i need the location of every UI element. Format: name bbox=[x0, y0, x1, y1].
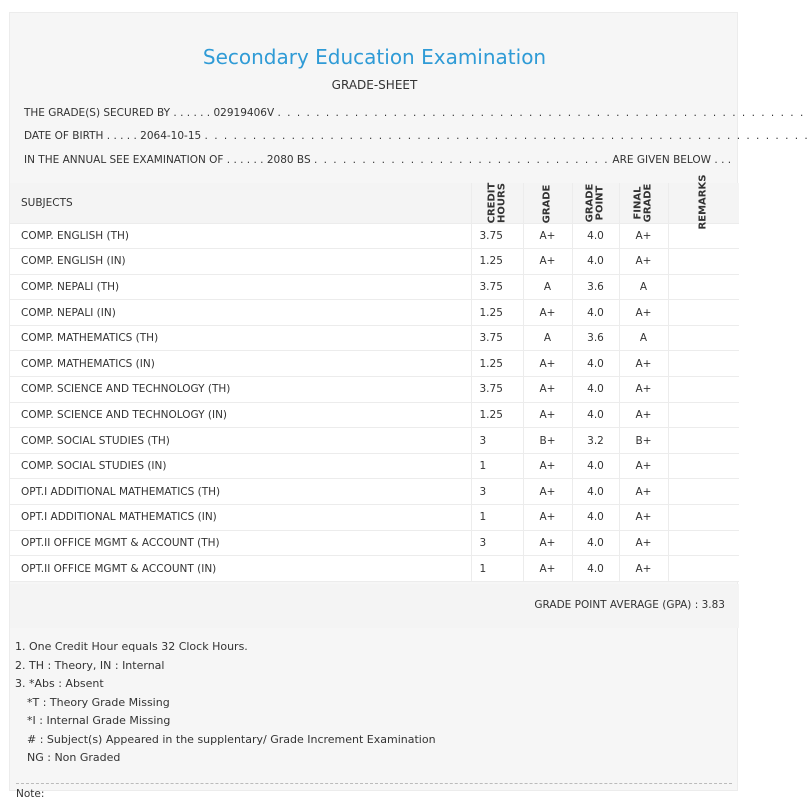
credit-hours-cell: 1 bbox=[471, 505, 523, 531]
final-grade-cell: A+ bbox=[619, 453, 668, 479]
exam-line bbox=[24, 154, 731, 166]
grade-point-cell: 4.0 bbox=[572, 453, 619, 479]
grade-point-cell: 4.0 bbox=[572, 402, 619, 428]
subject-cell: COMP. SCIENCE AND TECHNOLOGY (IN) bbox=[10, 402, 471, 428]
grade-cell: A+ bbox=[523, 556, 572, 582]
page-subtitle: GRADE-SHEET bbox=[331, 78, 418, 92]
final-grade-header: FINAL GRADE bbox=[619, 183, 668, 223]
final-grade-cell: B+ bbox=[619, 428, 668, 454]
table-row bbox=[10, 479, 739, 505]
grade-cell: A+ bbox=[523, 377, 572, 403]
subject-cell: COMP. NEPALI (TH) bbox=[10, 274, 471, 300]
symbol-number: 02919406V bbox=[213, 107, 275, 119]
subject-cell: OPT.I ADDITIONAL MATHEMATICS (TH) bbox=[10, 479, 471, 505]
credit-hours-cell: 1.25 bbox=[471, 351, 523, 377]
credit-hours-cell: 3 bbox=[471, 479, 523, 505]
note-item: NG : Non Graded bbox=[27, 751, 121, 764]
grade-cell: A bbox=[523, 325, 572, 351]
remarks-header: REMARKS bbox=[668, 183, 739, 223]
credit-hours-cell: 1.25 bbox=[471, 402, 523, 428]
grade-point-cell: 4.0 bbox=[572, 223, 619, 249]
grade-point-cell: 4.0 bbox=[572, 249, 619, 275]
remarks-cell bbox=[668, 249, 739, 275]
notes-list bbox=[15, 638, 436, 768]
note-item: *T : Theory Grade Missing bbox=[27, 695, 170, 709]
credit-hours-cell: 1 bbox=[471, 453, 523, 479]
subjects-header: SUBJECTS bbox=[10, 183, 471, 223]
grade-point-cell: 3.6 bbox=[572, 325, 619, 351]
remarks-cell bbox=[668, 377, 739, 403]
remarks-cell bbox=[668, 351, 739, 377]
remarks-cell bbox=[668, 556, 739, 582]
credit-hours-cell: 1.25 bbox=[471, 249, 523, 275]
credit-hours-cell: 3 bbox=[471, 530, 523, 556]
final-grade-cell: A+ bbox=[619, 505, 668, 531]
remarks-cell bbox=[668, 274, 739, 300]
grade-point-cell: 3.2 bbox=[572, 428, 619, 454]
gpa-value: GRADE POINT AVERAGE (GPA) : 3.83 bbox=[534, 599, 725, 611]
credit-hours-cell: 3 bbox=[471, 428, 523, 454]
table-row bbox=[10, 530, 739, 556]
grade-cell: A+ bbox=[523, 479, 572, 505]
secured-by-line bbox=[24, 107, 805, 119]
grade-cell: A+ bbox=[523, 249, 572, 275]
grades-table bbox=[10, 174, 739, 582]
grade-point-cell: 4.0 bbox=[572, 530, 619, 556]
table-row bbox=[10, 274, 739, 300]
credit-hours-cell: 3.75 bbox=[471, 377, 523, 403]
final-grade-cell: A bbox=[619, 274, 668, 300]
remarks-cell bbox=[668, 325, 739, 351]
subject-cell: COMP. SOCIAL STUDIES (IN) bbox=[10, 453, 471, 479]
final-grade-cell: A+ bbox=[619, 402, 668, 428]
grade-cell: A+ bbox=[523, 505, 572, 531]
note-label: Note: bbox=[16, 788, 45, 800]
grade-cell: A+ bbox=[523, 530, 572, 556]
table-row bbox=[10, 428, 739, 454]
table-row bbox=[10, 402, 739, 428]
subject-cell: COMP. SCIENCE AND TECHNOLOGY (TH) bbox=[10, 377, 471, 403]
grade-sheet-panel bbox=[9, 12, 809, 800]
final-grade-cell: A bbox=[619, 325, 668, 351]
subject-cell: OPT.I ADDITIONAL MATHEMATICS (IN) bbox=[10, 505, 471, 531]
remarks-cell bbox=[668, 479, 739, 505]
grade-point-cell: 4.0 bbox=[572, 556, 619, 582]
grade-cell: A bbox=[523, 274, 572, 300]
table-row bbox=[10, 505, 739, 531]
grade-cell: A+ bbox=[523, 453, 572, 479]
dob-line bbox=[24, 130, 809, 142]
table-row bbox=[10, 556, 739, 582]
exam-year: 2080 BS bbox=[266, 154, 311, 166]
remarks-cell bbox=[668, 402, 739, 428]
final-grade-cell: A+ bbox=[619, 249, 668, 275]
table-row bbox=[10, 325, 739, 351]
remarks-cell bbox=[668, 453, 739, 479]
remarks-cell bbox=[668, 530, 739, 556]
subject-cell: COMP. ENGLISH (IN) bbox=[10, 249, 471, 275]
table-row bbox=[10, 377, 739, 403]
final-grade-cell: A+ bbox=[619, 351, 668, 377]
credit-hours-cell: 3.75 bbox=[471, 325, 523, 351]
remarks-cell bbox=[668, 300, 739, 326]
subject-cell: OPT.II OFFICE MGMT & ACCOUNT (TH) bbox=[10, 530, 471, 556]
subject-cell: COMP. SOCIAL STUDIES (TH) bbox=[10, 428, 471, 454]
final-grade-cell: A+ bbox=[619, 530, 668, 556]
grade-point-cell: 4.0 bbox=[572, 300, 619, 326]
grade-point-cell: 4.0 bbox=[572, 505, 619, 531]
table-row bbox=[10, 351, 739, 377]
subject-cell: OPT.II OFFICE MGMT & ACCOUNT (IN) bbox=[10, 556, 471, 582]
credit-hours-cell: 3.75 bbox=[471, 223, 523, 249]
final-grade-cell: A+ bbox=[619, 223, 668, 249]
note-item: 2. TH : Theory, IN : Internal bbox=[15, 658, 165, 672]
subject-cell: COMP. NEPALI (IN) bbox=[10, 300, 471, 326]
credit-hours-header: CREDIT HOURS bbox=[471, 183, 523, 223]
table-row bbox=[10, 300, 739, 326]
page-title: Secondary Education Examination bbox=[202, 45, 547, 69]
credit-hours-cell: 1 bbox=[471, 556, 523, 582]
note-item: 3. *Abs : Absent bbox=[15, 677, 104, 690]
final-grade-cell: A+ bbox=[619, 479, 668, 505]
table-header-row bbox=[10, 183, 739, 223]
dob-dots: . . . . . . . . . . . . . . . . . . . . . . . . . . . . . . . . . . . . . . . . . . . . . . . . . . . . . . . . . . . . . . . bbox=[204, 130, 809, 142]
grade-point-cell: 3.6 bbox=[572, 274, 619, 300]
table-row bbox=[10, 453, 739, 479]
divider bbox=[16, 783, 732, 784]
grade-point-cell: 4.0 bbox=[572, 351, 619, 377]
grade-cell: B+ bbox=[523, 428, 572, 454]
final-grade-cell: A+ bbox=[619, 556, 668, 582]
credit-hours-cell: 3.75 bbox=[471, 274, 523, 300]
remarks-cell bbox=[668, 428, 739, 454]
dob-value: 2064-10-15 bbox=[140, 130, 202, 142]
final-grade-cell: A+ bbox=[619, 377, 668, 403]
grade-cell: A+ bbox=[523, 223, 572, 249]
note-item: 1. One Credit Hour equals 32 Clock Hours. bbox=[15, 640, 248, 653]
final-grade-cell: A+ bbox=[619, 300, 668, 326]
dob-label: DATE OF BIRTH . . . . . bbox=[24, 130, 137, 142]
subject-cell: COMP. ENGLISH (TH) bbox=[10, 223, 471, 249]
grade-point-cell: 4.0 bbox=[572, 377, 619, 403]
grade-cell: A+ bbox=[523, 402, 572, 428]
table-row bbox=[10, 249, 739, 275]
subject-cell: COMP. MATHEMATICS (IN) bbox=[10, 351, 471, 377]
remarks-cell bbox=[668, 505, 739, 531]
exam-suffix: ARE GIVEN BELOW . . . bbox=[612, 154, 732, 166]
grade-point-header: GRADE POINT bbox=[572, 183, 619, 223]
note-item: # : Subject(s) Appeared in the supplentary/ Grade Increment Examination bbox=[27, 732, 436, 746]
grade-header: GRADE bbox=[523, 183, 572, 223]
exam-label: IN THE ANNUAL SEE EXAMINATION OF . . . . . . bbox=[24, 154, 264, 166]
subject-cell: COMP. MATHEMATICS (TH) bbox=[10, 325, 471, 351]
table-row bbox=[10, 223, 739, 249]
grade-cell: A+ bbox=[523, 351, 572, 377]
secured-by-label: THE GRADE(S) SECURED BY . . . . . . bbox=[24, 107, 211, 119]
grade-cell: A+ bbox=[523, 300, 572, 326]
secured-by-dots: . . . . . . . . . . . . . . . . . . . . . . . . . . . . . . . . . . . . . . . . . . . . . . . . . . . . . . . bbox=[277, 107, 805, 119]
credit-hours-cell: 1.25 bbox=[471, 300, 523, 326]
grade-point-cell: 4.0 bbox=[572, 479, 619, 505]
exam-dots: . . . . . . . . . . . . . . . . . . . . . . . . . . . . . . . bbox=[313, 154, 610, 166]
note-item: *I : Internal Grade Missing bbox=[27, 714, 171, 727]
gpa-footer bbox=[10, 584, 739, 628]
